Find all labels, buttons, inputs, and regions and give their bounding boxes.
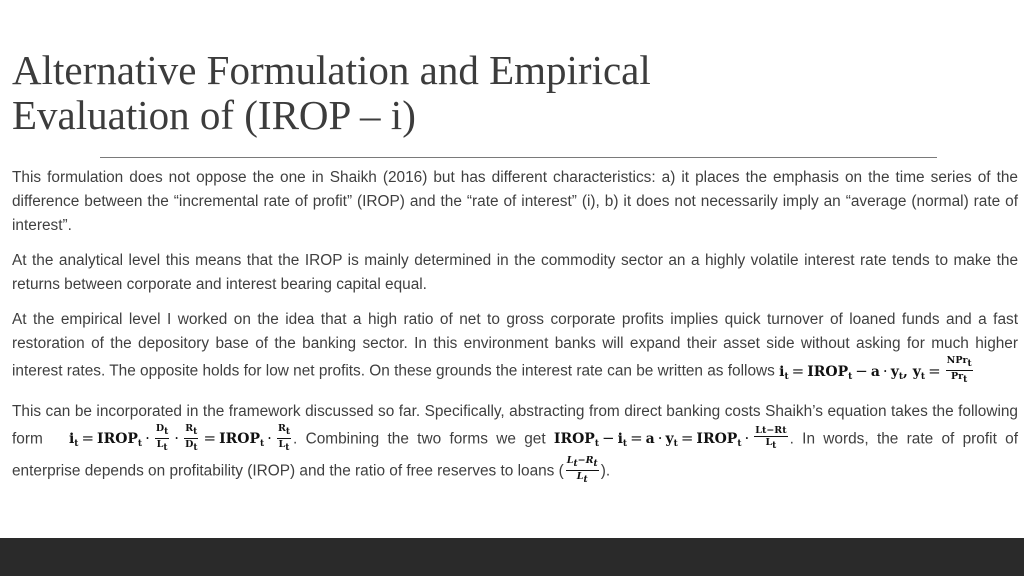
slide-body [12, 166, 1018, 498]
title-divider [100, 157, 937, 158]
paragraph-4-text-b: . Combining the two forms we get [293, 430, 546, 447]
reserves-ratio-fraction: $\frac{L_t-R_t}{L_t}$ [566, 455, 598, 485]
paragraph-2: At the analytical level this means that the IROP is mainly determined in the commodity sector an a highly volatile interest rate tends to make the returns between corporate and interest bearing capital equal. [12, 252, 1018, 293]
paragraph-4-text-d: ). [600, 462, 611, 480]
bottom-bar [0, 538, 1024, 576]
paragraph-1: This formulation does not oppose the one in Shaikh (2016) but has different characteristics: a) it places the emphasis on the time series of the difference between the “incremental rate of profit” (IROP) and the “rate of interest” (i), b) it does not necessarily imply an “average (normal) rate of interest”. [12, 169, 1018, 234]
paragraph-4-text-c: . In words, the rate of profit of enterprise depends on profitability (IROP) and the ratio of free reserves to loans ( [12, 430, 1018, 480]
combined-equation: $IROP_t - i_t = a \cdot y_t$ = $IROP_t$ · $\frac{Lt-Rt}{L_t}$ [553, 424, 787, 451]
paragraph-4-text-a: This can be incorporated in the framework discussed so far. Specifically, abstracting from direct banking costs Shaikh’s equation takes the following form [12, 402, 1018, 447]
title-line-1: Alternative Formulation and Empirical [12, 47, 651, 93]
slide-title [12, 48, 912, 138]
paragraph-4 [12, 400, 1018, 488]
title-line-2: Evaluation of (IROP – i) [12, 92, 416, 138]
shaikh-equation: $i_t$ = $IROP_t$ · $\frac{D_t}{L_t}$ · $\frac{R_t}{D_t}$ = $IROP_t$ · $\frac{R_t}{L_t}$ [68, 422, 291, 453]
paragraph-3-text: At the empirical level I worked on the idea that a high ratio of net to gross corporate profits implies quick turnover of loaned funds and a fast restoration of the depository base of the banking sector. In this environment banks will expand their asset side without asking for much higher interest rates. The opposite holds for low net profits. On these grounds the interest rate can be written as follows [12, 311, 1018, 380]
interest-rate-equation: $i_t$ = $IROP_t - a \cdot y_t$, $y_t$ = $\frac{NPr_t}{Pr_t}$ [779, 355, 972, 385]
paragraph-3 [12, 308, 1018, 389]
